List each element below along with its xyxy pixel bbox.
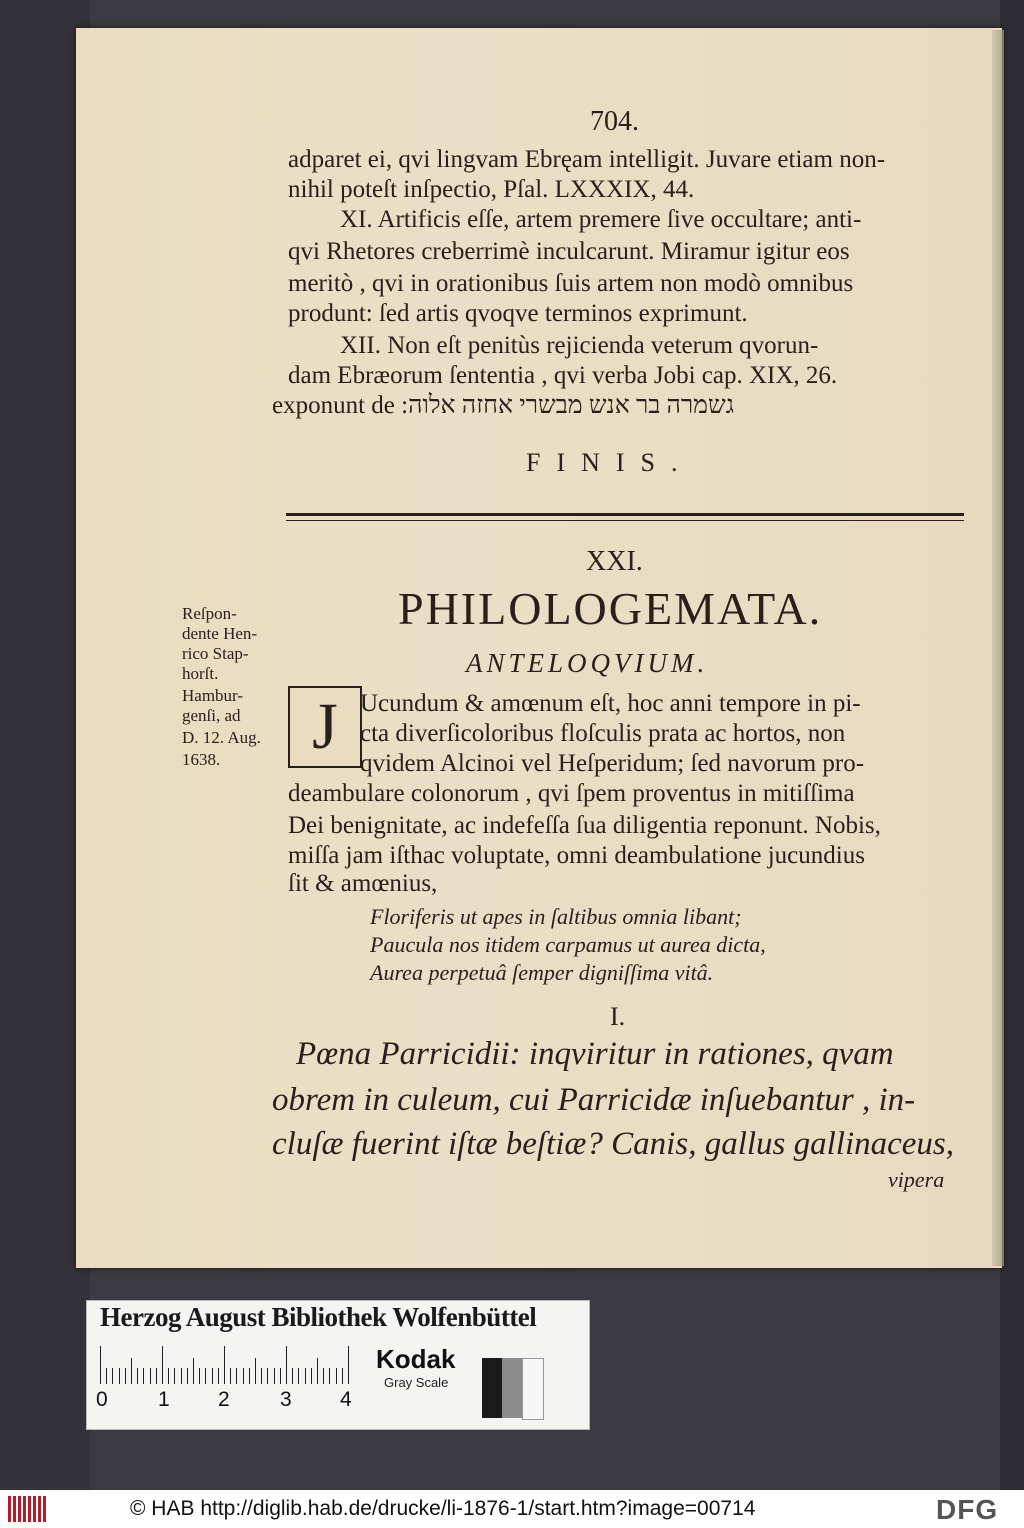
ruler-tick xyxy=(100,1346,101,1384)
ruler-tick xyxy=(249,1368,250,1384)
margin-note-line: rico Stap- xyxy=(182,644,249,663)
body-line: Dei benignitate, ac indefeſſa ſua diligentia reponunt. Nobis, xyxy=(288,812,881,839)
ruler-tick xyxy=(236,1368,237,1384)
ruler-tick xyxy=(187,1368,188,1384)
section-number: XXI. xyxy=(586,546,643,577)
ruler-tick xyxy=(243,1368,244,1384)
margin-note-line: 1638. xyxy=(182,750,221,769)
ruler-tick xyxy=(342,1368,343,1384)
gray-swatch-white xyxy=(522,1358,544,1420)
para-xi-line: XI. Artificis eſſe, artem premere ſive occultare; anti- xyxy=(340,206,862,233)
ruler-tick xyxy=(323,1368,324,1384)
body-line: miſſa jam iſthac voluptate, omni deambulatione jucundius xyxy=(288,842,865,869)
verse-line: Floriferis ut apes in ſaltibus omnia libant; xyxy=(370,904,742,929)
para-xii-line: XII. Non eſt penitùs rejicienda veterum qvorun- xyxy=(340,332,819,359)
ruler-tick xyxy=(348,1346,349,1384)
question-line: cluſæ fuerint iſtæ beſtiæ? Canis, gallus gallinaceus, xyxy=(272,1126,955,1162)
ruler-scale xyxy=(100,1346,352,1384)
body-line: qvidem Alcinoi vel Heſperidum; ſed navorum pro- xyxy=(360,750,865,777)
kodak-logo: Kodak xyxy=(376,1344,456,1374)
gray-swatch-black xyxy=(482,1358,502,1418)
ruler-tick xyxy=(255,1358,256,1384)
para-xi-line: meritò , qvi in orationibus ſuis artem non modò omnibus xyxy=(288,270,854,297)
body-line: cta diverſicoloribus floſculis prata ac hortos, non xyxy=(360,720,846,747)
decorated-initial: J xyxy=(288,686,362,768)
ruler-tick xyxy=(336,1368,337,1384)
body-line: deambulare colonorum , qvi ſpem proventus in mitiſſima xyxy=(288,780,855,807)
subtitle: ANTELOQVIUM. xyxy=(466,648,709,678)
margin-note-line: genſi, ad xyxy=(182,706,241,725)
ruler-tick xyxy=(150,1368,151,1384)
ruler-number: 1 xyxy=(158,1388,170,1411)
section-i-number: I. xyxy=(610,1002,626,1031)
para-xi-line: produnt: ſed artis qvoqve terminos exprimunt. xyxy=(288,300,748,327)
gray-scale-label: Gray Scale xyxy=(384,1375,449,1390)
text-line: nihil poteſt inſpectio, Pſal. LXXXIX, 44. xyxy=(288,176,695,203)
ruler-tick xyxy=(174,1368,175,1384)
ruler-tick xyxy=(298,1368,299,1384)
ruler-number: 2 xyxy=(218,1388,230,1411)
verse-line: Paucula nos itidem carpamus ut aurea dicta, xyxy=(370,932,766,957)
question-line: Pœna Parricidii: inqviritur in rationes, qvam xyxy=(296,1036,894,1072)
ruler-tick xyxy=(230,1368,231,1384)
page-edge xyxy=(992,30,1004,1266)
section-rule xyxy=(286,513,964,516)
ruler-tick xyxy=(156,1368,157,1384)
ruler-tick xyxy=(119,1368,120,1384)
main-title: PHILOLOGEMATA. xyxy=(398,583,823,634)
body-line: ſit & amœnius, xyxy=(288,870,438,897)
footer-copyright-link[interactable]: © HAB http://diglib.hab.de/drucke/li-1876-1/start.htm?image=00714 xyxy=(130,1497,756,1520)
margin-note-line: horſt. xyxy=(182,664,219,683)
ruler-tick xyxy=(280,1368,281,1384)
para-xii-line: dam Ebræorum ſententia , qvi verba Jobi cap. XIX, 26. xyxy=(288,362,838,389)
ruler-number: 4 xyxy=(340,1388,352,1411)
body-line: Ucundum & amœnum eſt, hoc anni tempore in pi- xyxy=(360,690,861,717)
hab-logo-icon xyxy=(8,1496,48,1522)
library-name: Herzog August Bibliothek Wolfenbüttel xyxy=(100,1302,537,1332)
ruler-tick xyxy=(125,1368,126,1384)
ruler-tick xyxy=(137,1368,138,1384)
ruler-tick xyxy=(329,1368,330,1384)
verse-line: Aurea perpetuâ ſemper digniſſima vitâ. xyxy=(370,960,714,985)
margin-note-line: dente Hen- xyxy=(182,624,258,643)
ruler-tick xyxy=(181,1368,182,1384)
margin-note-line: Hambur- xyxy=(182,686,244,705)
catchword: vipera xyxy=(888,1167,945,1192)
ruler-tick xyxy=(143,1368,144,1384)
finis-heading: FINIS. xyxy=(526,448,694,477)
ruler-tick xyxy=(212,1368,213,1384)
section-rule-thin xyxy=(286,520,964,521)
ruler-tick xyxy=(218,1368,219,1384)
margin-note-line: Reſpon- xyxy=(182,604,237,623)
ruler-tick xyxy=(292,1368,293,1384)
para-xi-line: qvi Rhetores creberrimè inculcarunt. Miramur igitur eos xyxy=(288,238,850,265)
ruler-tick xyxy=(193,1358,194,1384)
gray-swatch-mid xyxy=(502,1358,522,1418)
ruler-tick xyxy=(305,1368,306,1384)
ruler-tick xyxy=(205,1368,206,1384)
ruler-number: 0 xyxy=(96,1388,108,1411)
ruler-tick xyxy=(168,1368,169,1384)
ruler-tick xyxy=(224,1346,225,1384)
text-line: adparet ei, qvi lingvam Ebręam intelligit. Juvare etiam non- xyxy=(288,146,886,173)
ruler-tick xyxy=(199,1368,200,1384)
ruler-tick xyxy=(267,1368,268,1384)
ruler-tick xyxy=(131,1358,132,1384)
margin-note-line: D. 12. Aug. xyxy=(182,728,261,747)
ruler-number: 3 xyxy=(280,1388,292,1411)
page-number: 704. xyxy=(590,106,639,137)
ruler-tick xyxy=(286,1346,287,1384)
hebrew-line: גשמרה בר אנש מבשרי אחזה אלוה: exponunt de xyxy=(272,392,734,419)
ruler-tick xyxy=(274,1368,275,1384)
ruler-tick xyxy=(311,1368,312,1384)
ruler-tick xyxy=(317,1358,318,1384)
dfg-logo: DFG xyxy=(936,1494,999,1525)
ruler-tick xyxy=(106,1368,107,1384)
ruler-tick xyxy=(112,1368,113,1384)
ruler-tick xyxy=(162,1346,163,1384)
question-line: obrem in culeum, cui Parricidæ inſuebantur , in- xyxy=(272,1082,916,1118)
ruler-tick xyxy=(261,1368,262,1384)
